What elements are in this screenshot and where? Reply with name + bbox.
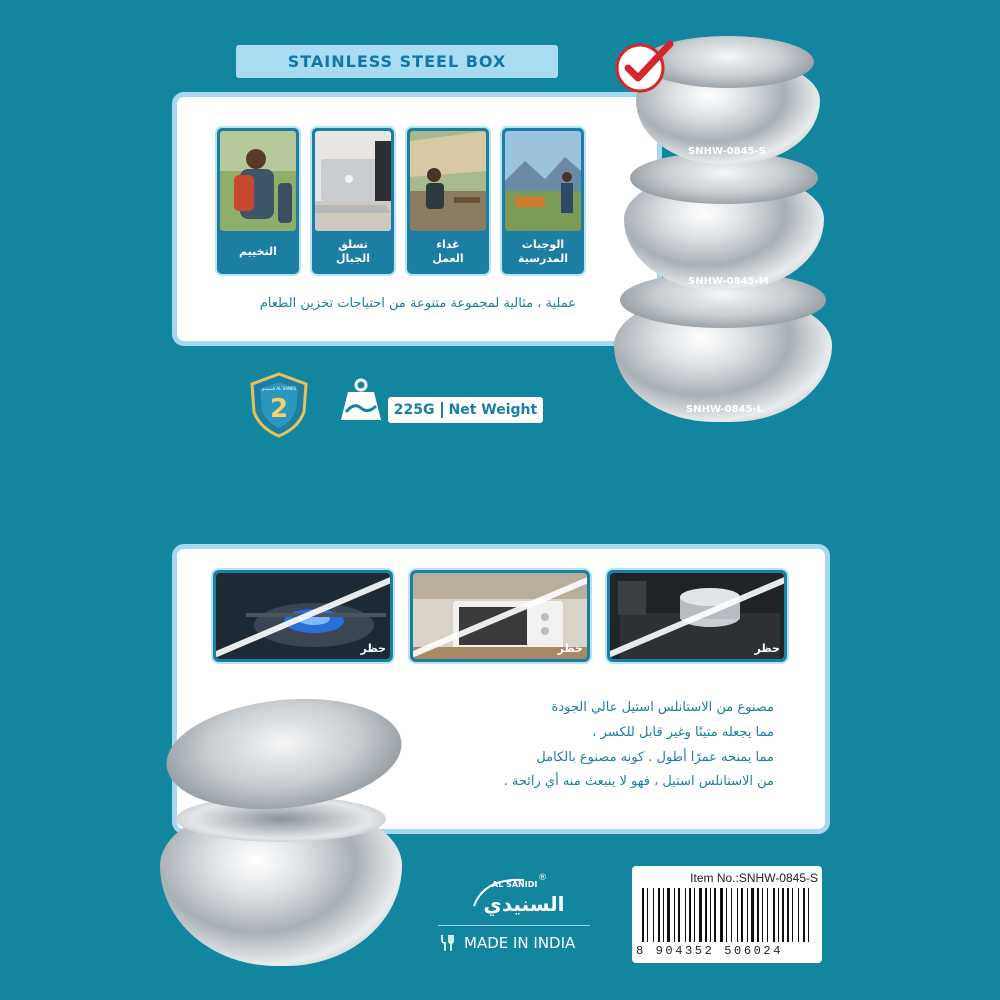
net-weight-badge [388, 397, 543, 423]
usage-card-hiking [217, 128, 299, 274]
made-in [440, 934, 575, 952]
prohibited-label: حظر [754, 642, 780, 655]
barcode-bar [642, 888, 644, 942]
barcode-bar [787, 888, 789, 942]
usage-card-school-meals [502, 128, 584, 274]
barcode-bar [737, 888, 738, 942]
bowl-medium [624, 152, 824, 290]
barcode-bar [757, 888, 759, 942]
material-line-2: مما يجعله متينًا وغير قابل للكسر ، [592, 725, 774, 740]
warranty-brand-text: السنيدي AL SANIDI [261, 386, 297, 391]
barcode-bar [699, 888, 702, 942]
warranty-shield-icon [248, 372, 310, 438]
brand-arabic: السنيدي [483, 892, 565, 916]
registered-mark: ® [538, 873, 547, 883]
barcode-bar [773, 888, 775, 942]
brand-english: AL SANIDI [492, 880, 538, 889]
barcode-bar [747, 888, 748, 942]
barcode-bar [782, 888, 784, 942]
barcode-bar [726, 888, 727, 942]
code-large: SNHW-0845-L [686, 404, 764, 415]
weight-value: 225G [393, 402, 435, 418]
barcode-bar [714, 888, 716, 942]
material-line-3: مما يمنحه عمرًا أطول . كونه مصنوع بالكامل [536, 750, 774, 765]
usage-card-work-lunch [407, 128, 489, 274]
weight-icon [340, 378, 382, 422]
check-badge [614, 38, 674, 94]
barcode-bar [731, 888, 732, 942]
barcode-bar [710, 888, 711, 942]
outdoor-meal-photo [505, 131, 581, 231]
usage-label: الوجبات المدرسية [518, 238, 568, 265]
warranty-badge [248, 372, 310, 438]
made-in-label: MADE IN INDIA [464, 934, 576, 952]
usage-description: عملية ، مثالية لمجموعة متنوعة من احتياجات تخزين الطعام [259, 296, 576, 311]
title-banner [236, 45, 558, 78]
code-medium: SNHW-0845-M [688, 276, 769, 287]
barcode-bar [689, 888, 691, 942]
barcode-bar [653, 888, 654, 942]
food-safe-icon [440, 934, 456, 952]
prohibited-label: حظر [360, 642, 386, 655]
prohibited-gas-stove [213, 570, 393, 662]
warranty-years: 2 [269, 394, 289, 424]
barcode-bar [663, 888, 664, 942]
material-line-4: من الاستانلس استيل ، فهو لا ينبعث منه أي رائحة . [503, 774, 774, 789]
barcode-digits: 8 904352 506024 [636, 944, 784, 958]
usage-label: تسلق الجبال [336, 238, 370, 265]
brand-divider [438, 925, 590, 926]
hiking-photo [220, 131, 296, 231]
barcode-bar [705, 888, 707, 942]
prohibited-microwave [410, 570, 590, 662]
laptop-photo [315, 131, 391, 231]
barcode-bar [667, 888, 670, 942]
page-title: STAINLESS STEEL BOX [287, 52, 507, 71]
weight-label: Net Weight [448, 402, 538, 418]
barcode-bar [694, 888, 695, 942]
bowl-large [614, 272, 832, 422]
barcode-bar [674, 888, 675, 942]
usage-label: التخييم [239, 245, 277, 258]
material-line-1: مصنوع من الاستانلس استيل عالي الجودة [551, 700, 774, 715]
item-number: Item No.:SNHW-0845-S [690, 871, 818, 885]
barcode-bar [778, 888, 779, 942]
barcode-bar [792, 888, 793, 942]
prohibited-label: حظر [557, 642, 583, 655]
barcode-bar [808, 888, 809, 942]
usage-card-mountaineering [312, 128, 394, 274]
barcode-bar [767, 888, 768, 942]
check-icon [614, 38, 674, 94]
code-small: SNHW-0845-S [688, 146, 766, 157]
open-bowl [156, 696, 406, 966]
barcode-bar [798, 888, 799, 942]
barcode-bar [803, 888, 805, 942]
weight-separator [441, 402, 443, 418]
barcode-bars [640, 888, 816, 942]
barcode-bar [762, 888, 763, 942]
prohibited-induction [607, 570, 787, 662]
barcode-bar [647, 888, 648, 942]
barcode-bar [678, 888, 680, 942]
barcode-bar [720, 888, 723, 942]
barcode-bar [685, 888, 686, 942]
barcode-bar [658, 888, 660, 942]
barcode-bar [751, 888, 754, 942]
camping-photo [410, 131, 486, 231]
usage-label: غداء العمل [432, 238, 464, 265]
barcode-bar [741, 888, 743, 942]
